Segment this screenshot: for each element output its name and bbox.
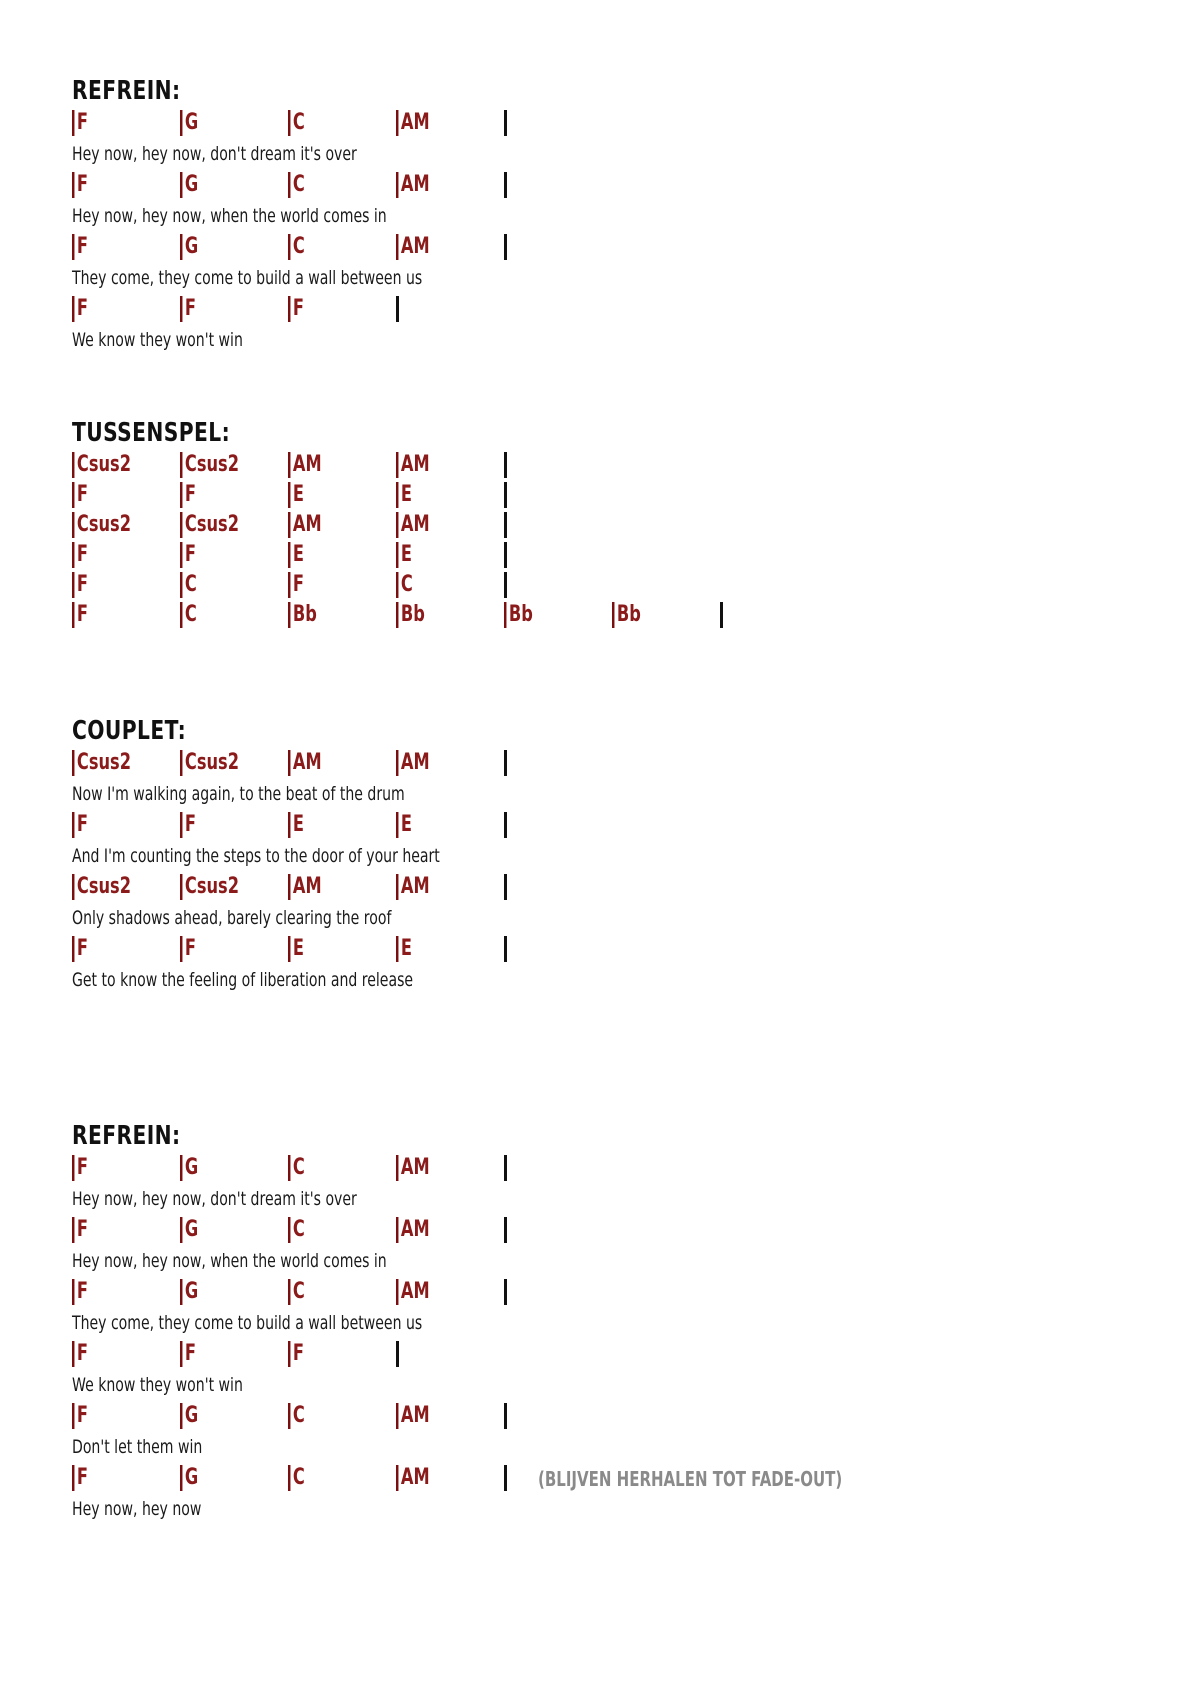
- chord: G: [180, 1217, 198, 1243]
- chord-row: [72, 1339, 1132, 1369]
- lyric-line: Hey now, hey now, don't dream it's over: [72, 143, 357, 165]
- chord: AM: [396, 874, 430, 900]
- chord-row: [72, 294, 1132, 324]
- bar-line: [504, 110, 507, 136]
- chord: F: [288, 572, 304, 598]
- lyric-line: Get to know the feeling of liberation and release: [72, 969, 414, 991]
- lyric-row: [72, 138, 1132, 170]
- chord-row: [72, 480, 1132, 510]
- chord: C: [288, 234, 305, 260]
- lyric-row: [72, 1183, 1132, 1215]
- chord: F: [180, 296, 196, 322]
- chord: AM: [396, 512, 430, 538]
- performance-note: (BLIJVEN HERHALEN TOT FADE-OUT): [538, 1467, 843, 1491]
- chord: E: [288, 812, 304, 838]
- chord-row: [72, 872, 1132, 902]
- lyric-row: [72, 778, 1132, 810]
- chord: Csus2: [180, 874, 239, 900]
- lyric-line: And I'm counting the steps to the door of your heart: [72, 845, 440, 867]
- bar-line: [504, 172, 507, 198]
- section-title: REFREIN:: [72, 76, 181, 106]
- chord: F: [72, 234, 88, 260]
- chord: Csus2: [72, 452, 131, 478]
- chord: Csus2: [180, 750, 239, 776]
- chord: F: [288, 1341, 304, 1367]
- chord: F: [72, 1279, 88, 1305]
- chord: Bb: [504, 602, 533, 628]
- chord: AM: [396, 1279, 430, 1305]
- chord: Bb: [288, 602, 317, 628]
- chord: F: [180, 812, 196, 838]
- lyric-row: [72, 902, 1132, 934]
- chord: Csus2: [180, 512, 239, 538]
- section-title: COUPLET:: [72, 716, 187, 746]
- lyric-line: Only shadows ahead, barely clearing the roof: [72, 907, 392, 929]
- bar-line: [504, 750, 507, 776]
- chord: C: [288, 1279, 305, 1305]
- section-title: REFREIN:: [72, 1121, 181, 1151]
- section-3: [72, 1119, 1132, 1525]
- chord: F: [72, 1403, 88, 1429]
- chord: AM: [396, 1403, 430, 1429]
- lyric-row: [72, 1369, 1132, 1401]
- lyric-line: Hey now, hey now, when the world comes in: [72, 1250, 387, 1272]
- chord: C: [288, 1465, 305, 1491]
- chord: G: [180, 110, 198, 136]
- chord: F: [180, 482, 196, 508]
- bar-line: [504, 812, 507, 838]
- chord: G: [180, 1465, 198, 1491]
- chord: G: [180, 1155, 198, 1181]
- chord: F: [72, 812, 88, 838]
- chord: AM: [396, 1465, 430, 1491]
- chord: G: [180, 234, 198, 260]
- chord: C: [288, 1217, 305, 1243]
- lyric-row: [72, 964, 1132, 996]
- chord: F: [72, 1465, 88, 1491]
- chord: F: [72, 1217, 88, 1243]
- bar-line: [396, 296, 399, 322]
- chord: G: [180, 1279, 198, 1305]
- chord: G: [180, 1403, 198, 1429]
- lyric-row: [72, 1431, 1132, 1463]
- bar-line: [504, 936, 507, 962]
- lyric-line: We know they won't win: [72, 1374, 243, 1396]
- chord-row: [72, 1153, 1132, 1183]
- chord-row: [72, 1463, 1132, 1493]
- chord: F: [72, 1341, 88, 1367]
- section-2: [72, 714, 1132, 996]
- chord: Csus2: [72, 512, 131, 538]
- chord-row: [72, 108, 1132, 138]
- chord-row: [72, 1215, 1132, 1245]
- bar-line: [504, 572, 507, 598]
- bar-line: [504, 1217, 507, 1243]
- chord-row: [72, 1401, 1132, 1431]
- chord: AM: [396, 172, 430, 198]
- lyric-row: [72, 262, 1132, 294]
- bar-line: [504, 512, 507, 538]
- chord: E: [288, 482, 304, 508]
- lyric-row: [72, 1245, 1132, 1277]
- chord: C: [180, 602, 197, 628]
- chord: F: [72, 936, 88, 962]
- section-0: [72, 74, 1132, 356]
- chord: E: [396, 482, 412, 508]
- chord: F: [72, 542, 88, 568]
- lyric-line: Hey now, hey now, when the world comes in: [72, 205, 387, 227]
- chord-row: [72, 170, 1132, 200]
- lyric-line: They come, they come to build a wall between us: [72, 1312, 423, 1334]
- chord: AM: [288, 512, 322, 538]
- chord: Csus2: [72, 750, 131, 776]
- chord: G: [180, 172, 198, 198]
- lyric-line: Don't let them win: [72, 1436, 203, 1458]
- bar-line: [504, 1279, 507, 1305]
- lyric-row: [72, 1307, 1132, 1339]
- lyric-row: [72, 840, 1132, 872]
- chord: AM: [396, 452, 430, 478]
- chord: AM: [288, 874, 322, 900]
- chord: F: [72, 296, 88, 322]
- chord-row: [72, 510, 1132, 540]
- lyric-line: They come, they come to build a wall between us: [72, 267, 423, 289]
- chord: C: [396, 572, 413, 598]
- chord: AM: [396, 1155, 430, 1181]
- chord: Bb: [396, 602, 425, 628]
- chord: Csus2: [180, 452, 239, 478]
- chord: E: [396, 812, 412, 838]
- bar-line: [504, 452, 507, 478]
- lyric-line: Now I'm walking again, to the beat of the drum: [72, 783, 405, 805]
- chord-row: [72, 934, 1132, 964]
- chord: F: [288, 296, 304, 322]
- bar-line: [504, 874, 507, 900]
- lyric-line: Hey now, hey now: [72, 1498, 202, 1520]
- chord-row: [72, 540, 1132, 570]
- chord: C: [180, 572, 197, 598]
- lyric-row: [72, 324, 1132, 356]
- chord: F: [180, 1341, 196, 1367]
- chord: Csus2: [72, 874, 131, 900]
- chord: E: [288, 936, 304, 962]
- chord: Bb: [612, 602, 641, 628]
- chord: F: [180, 936, 196, 962]
- chord: C: [288, 1403, 305, 1429]
- bar-line: [504, 542, 507, 568]
- bar-line: [504, 234, 507, 260]
- chord: F: [72, 482, 88, 508]
- chord-row: [72, 1277, 1132, 1307]
- section-1: [72, 416, 1132, 630]
- chord: AM: [396, 750, 430, 776]
- chord: F: [72, 602, 88, 628]
- chord: F: [72, 110, 88, 136]
- chord-row: [72, 232, 1132, 262]
- lyric-line: Hey now, hey now, don't dream it's over: [72, 1188, 357, 1210]
- bar-line: [720, 602, 723, 628]
- chord: AM: [288, 750, 322, 776]
- chord: C: [288, 110, 305, 136]
- chord: E: [288, 542, 304, 568]
- lyric-row: [72, 1493, 1132, 1525]
- chord-row: [72, 450, 1132, 480]
- bar-line: [504, 1155, 507, 1181]
- chord: AM: [396, 234, 430, 260]
- chord: F: [72, 1155, 88, 1181]
- lyric-row: [72, 200, 1132, 232]
- chord: F: [72, 572, 88, 598]
- section-title: TUSSENSPEL:: [72, 418, 231, 448]
- chord: AM: [396, 110, 430, 136]
- chord: E: [396, 936, 412, 962]
- chord: AM: [396, 1217, 430, 1243]
- chord: F: [180, 542, 196, 568]
- bar-line: [504, 1465, 507, 1491]
- chord: C: [288, 172, 305, 198]
- bar-line: [396, 1341, 399, 1367]
- chord-row: [72, 600, 1132, 630]
- bar-line: [504, 482, 507, 508]
- lyric-line: We know they won't win: [72, 329, 243, 351]
- chord: E: [396, 542, 412, 568]
- chord: AM: [288, 452, 322, 478]
- bar-line: [504, 1403, 507, 1429]
- chord: F: [72, 172, 88, 198]
- chord: C: [288, 1155, 305, 1181]
- chord-row: [72, 748, 1132, 778]
- chord-row: [72, 810, 1132, 840]
- chord-row: [72, 570, 1132, 600]
